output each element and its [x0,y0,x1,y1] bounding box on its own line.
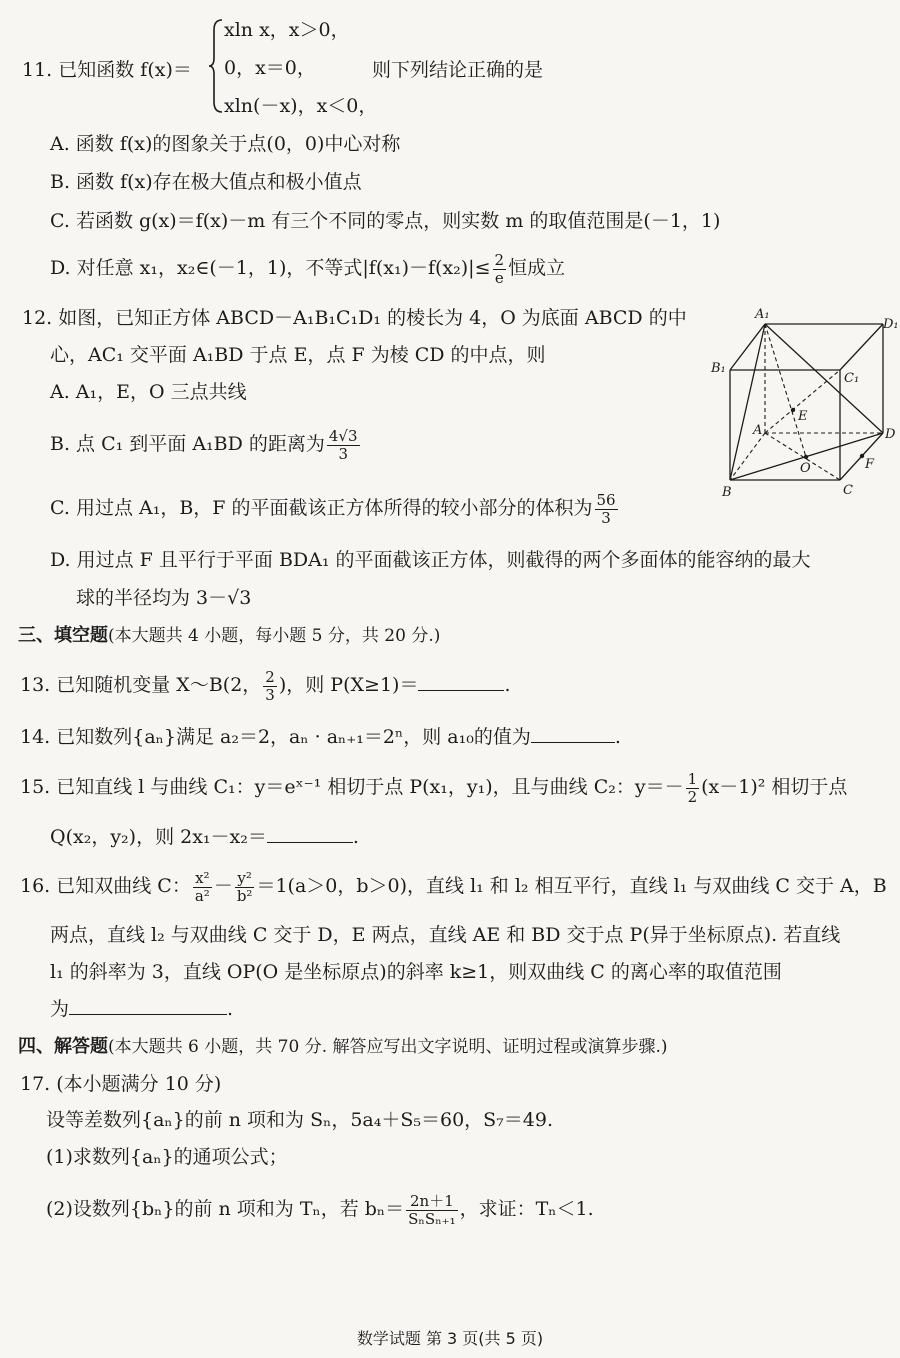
point-e [791,408,795,412]
q11-stem: 11. 已知函数 f(x)＝ [22,59,192,81]
q12-option-d-line2: 球的半径均为 3－√3 [76,587,252,609]
q15-line1: 15. 已知直线 l 与曲线 C₁：y＝eˣ⁻¹ 相切于点 P(x₁，y₁)，且与曲线 C₂：y＝－ $\frac{1}{2}$ (x－1)² 相切于点 [20,769,848,806]
q11-case3: xln(－x)，x＜0， [224,95,378,117]
q12-b-fraction: $\frac{4√3}{3}$ [328,426,358,463]
q11-d-fraction: $\frac{2}{e}$ [494,250,505,287]
label-d: D [885,427,896,442]
label-c: C [843,483,853,498]
q11-suffix: 则下列结论正确的是 [372,59,544,81]
q13-fraction: $\frac{2}{3}$ [265,667,275,704]
q17-fraction: $\frac{2n+1}{\text{SₙSₙ₊₁}}$ [408,1191,456,1228]
page-footer: 数学试题 第 3 页(共 5 页) [356,1329,544,1348]
label-b: B [722,485,732,500]
q16-fraction-x: $\frac{\text{x²}}{\text{a²}}$ [194,868,210,905]
q16-line3: l₁ 的斜率为 3，直线 OP(O 是坐标原点)的斜率 k≥1，则双曲线 C 的离心率的取值范围 [50,961,782,983]
q12-stem-line2: 心，AC₁ 交平面 A₁BD 于点 E，点 F 为棱 CD 的中点，则 [50,344,546,366]
point-o [804,455,808,459]
q12-option-a: A. A₁，E，O 三点共线 [50,381,247,403]
q12-option-b: B. 点 C₁ 到平面 A₁BD 的距离为 $\frac{4√3}{3}$ [50,426,358,463]
q12-stem-line1: 12. 如图，已知正方体 ABCD－A₁B₁C₁D₁ 的棱长为 4，O 为底面 ABCD 的中 [22,307,687,329]
cube-figure [705,300,900,505]
q15-fraction: $\frac{1}{2}$ [687,769,698,806]
q11-option-b: B. 函数 f(x)存在极大值点和极小值点 [50,171,362,193]
q14: 14. 已知数列{aₙ}满足 a₂＝2，aₙ · aₙ₊₁＝2ⁿ，则 a₁₀的值为 . [20,726,621,748]
point-f [860,454,864,458]
q17-part1: (1)求数列{aₙ}的通项公式； [46,1146,288,1168]
label-d1: D₁ [883,317,899,332]
q15-line2: Q(x₂，y₂)，则 2x₁－x₂＝ . [50,826,359,848]
q16-fraction-y: $\frac{\text{y²}}{\text{b²}}$ [236,868,253,905]
label-a1: A₁ [755,307,770,322]
label-c1: C₁ [844,371,860,386]
q11-case2: 0，x＝0， [224,57,316,79]
q11-option-d: D. 对任意 x₁，x₂∈(－1，1)，不等式|f(x₁)－f(x₂)|≤ $\frac{2}{e}$ 恒成立 [50,250,566,287]
q11-case1: xln x，x＞0， [224,19,350,41]
q11-option-c: C. 若函数 g(x)＝f(x)－m 有三个不同的零点，则实数 m 的取值范围是(－1，1) [50,210,721,232]
q12-c-fraction: $\frac{56}{3}$ [596,490,616,527]
label-a: A [753,423,763,438]
section-3-heading: 三、填空题(本大题共 4 小题，每小题 5 分，共 20 分.) [18,625,441,646]
label-e: E [798,409,808,424]
q16-answer-blank[interactable] [69,996,227,1015]
q17-line1: 设等差数列{aₙ}的前 n 项和为 Sₙ，5a₄＋S₅＝60，S₇＝49. [46,1109,554,1131]
q16-line4: 为 . [50,998,234,1020]
q13-answer-blank[interactable] [418,672,504,691]
label-o: O [800,461,811,476]
q15-answer-blank[interactable] [267,824,353,843]
q11-brace [208,18,224,114]
q12-option-d-line1: D. 用过点 F 且平行于平面 BDA₁ 的平面截该正方体，则截得的两个多面体的能容纳的最大 [50,549,811,571]
q17-head: 17. (本小题满分 10 分) [20,1073,222,1095]
q14-answer-blank[interactable] [531,724,615,743]
q13: 13. 已知随机变量 X～B(2， $\frac{2}{3}$ )，则 P(X≥1)＝ . [20,667,511,704]
label-f: F [865,457,875,472]
q17-part2: (2)设数列{bₙ}的前 n 项和为 Tₙ，若 bₙ＝ $\frac{2n+1}{\text{SₙSₙ₊₁}}$ ，求证：Tₙ＜1. [46,1191,594,1228]
q16-line2: 两点，直线 l₂ 与双曲线 C 交于 D，E 两点，直线 AE 和 BD 交于点 P(异于坐标原点). 若直线 [50,924,841,946]
label-b1: B₁ [711,361,726,376]
q12-option-c: C. 用过点 A₁，B，F 的平面截该正方体所得的较小部分的体积为 $\frac{56}{3}$ [50,490,616,527]
q11-option-a: A. 函数 f(x)的图象关于点(0，0)中心对称 [50,133,401,155]
q16-line1: 16. 已知双曲线 C： $\frac{\text{x²}}{\text{a²}}$ － $\frac{\text{y²}}{\text{b²}}$ ＝1(a＞0，b＞0)，直线 l₁ 和 l₂ 相互平行，直线 l₁ 与双曲线 C 交于 A，B [20,868,887,905]
section-4-heading: 四、解答题(本大题共 6 小题，共 70 分. 解答应写出文字说明、证明过程或演算步骤.) [18,1036,668,1057]
